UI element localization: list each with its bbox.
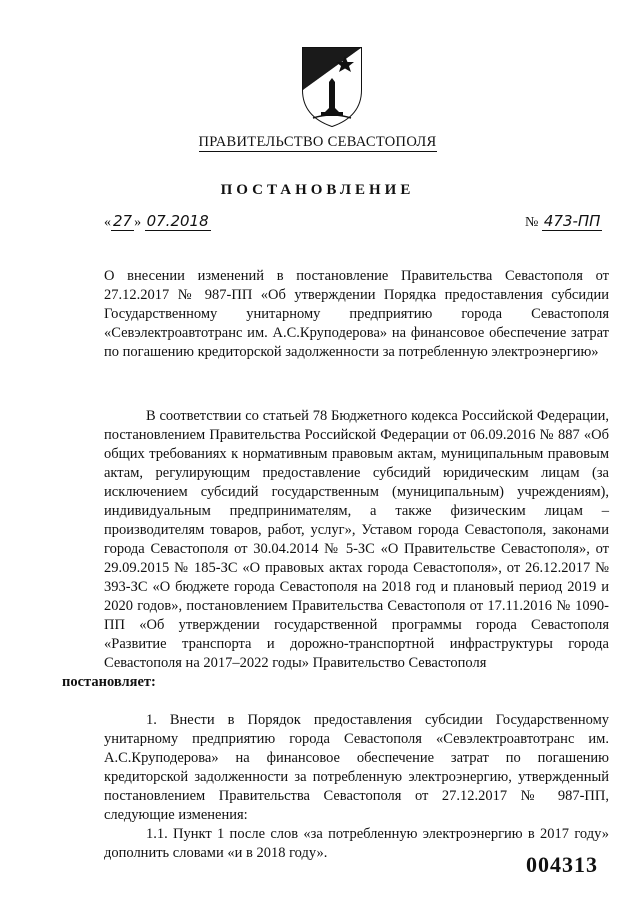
coat-of-arms-emblem: [299, 42, 365, 128]
date-month-year: 07.2018: [146, 212, 209, 230]
resolves-word: постановляет:: [62, 674, 156, 690]
date-close-quote: »: [134, 215, 142, 230]
serial-number: 004313: [526, 852, 598, 877]
date-day: 27: [113, 212, 133, 230]
item-1-1-paragraph: 1.1. Пункт 1 после слов «за потребленную электроэнергию в 2017 году» дополнить словами «и в 2018 году».: [104, 826, 609, 861]
preamble-text: В соответствии со статьей 78 Бюджетного кодекса Российской Федерации, постановлением Правительства Российской Федерации от 06.09.2016 № 887 «Об общих требованиях к нормативным правовым актам, муниципальным правовым актам, регулирующим предоставление субсидий юридическим лицам (за исключением субсидий государственным (муниципальным) учреждениям), индивидуальным предпринимателям, а также физическим лицам – производителям товаров, работ, услуг», Уставом города Севастополя, законами города Севастополя от 30.04.2014 № 5-ЗС «О Правительстве Севастополя», от 29.09.2015 № 185-ЗС «О правовых актах города Севастополя», от 26.12.2017 № 393-ЗС «О бюджете города Севастополя на 2018 год и плановый период 2019 и 2020 годов», постановлением Правительства Севастополя от 17.11.2016 № 1090-ПП «Об утверждении государственной программы города Севастополя «Развитие транспорта и дорожно-транспортной инфраструктуры города Севастополя на 2017–2022 годы» Правительство Севастополя: [104, 408, 609, 671]
document-date: [104, 212, 211, 231]
date-open-quote: «: [104, 215, 111, 230]
government-title: [0, 134, 635, 151]
preamble-paragraph: [62, 407, 609, 692]
document-subject: О внесении изменений в постановление Правительства Севастополя от 27.12.2017 № 987-ПП «Об утверждении Порядка предоставления субсидии Государственному унитарному предприятию города Севастополя «Севэлектроавтотранс им. А.С.Круподерова» на финансовое обеспечение затрат по погашению кредиторской задолженности за потребленную электроэнергию»: [104, 268, 609, 360]
document-type: ПОСТАНОВЛЕНИЕ: [220, 182, 415, 198]
item-1-paragraph: 1. Внести в Порядок предоставления субсидии Государственному унитарному предприятию города Севастополя «Севэлектроавтотранс им. А.С.Круподерова» на финансовое обеспечение затрат по погашению кредиторской задолженности за потребленную электроэнергию, утвержденный постановлением Правительства Севастополя от 27.12.2017 № 987-ПП, следующие изменения:: [104, 712, 609, 823]
number-value: 473-ПП: [543, 212, 601, 230]
document-number: [525, 212, 602, 231]
number-prefix: №: [525, 215, 539, 230]
paragraph-spacer: [104, 692, 609, 711]
government-name: ПРАВИТЕЛЬСТВО СЕВАСТОПОЛЯ: [198, 134, 437, 150]
document-body: [62, 407, 609, 863]
